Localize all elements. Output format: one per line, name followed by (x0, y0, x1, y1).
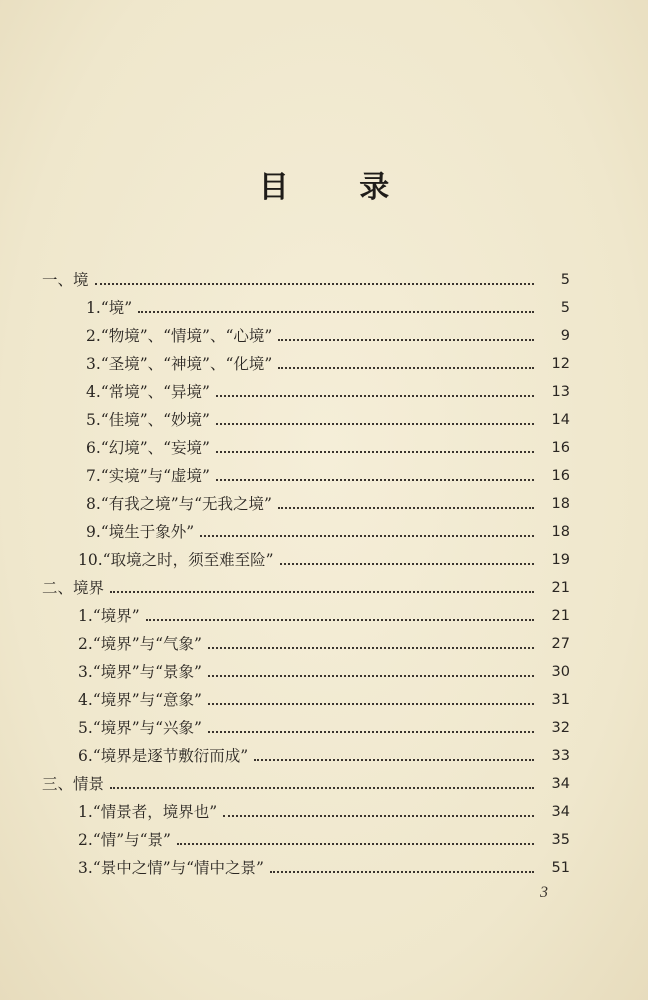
leader-dots (208, 731, 534, 733)
toc-page-number: 16 (551, 440, 570, 456)
toc-entry (78, 682, 570, 710)
toc-label: 6.“幻境”、“妄境” (86, 439, 210, 457)
toc-label: 3.“境界”与“景象” (78, 663, 202, 681)
toc-entry (78, 738, 570, 766)
toc-entry (78, 654, 570, 682)
toc-entry (86, 318, 570, 346)
toc-label: 1.“情景者，境界也” (78, 803, 218, 821)
toc-entry (78, 542, 570, 570)
toc-page-number: 51 (551, 860, 570, 876)
toc-entry (86, 514, 570, 542)
toc-section (42, 262, 570, 290)
toc-section (42, 570, 570, 598)
toc-page-number: 5 (560, 300, 570, 316)
toc-label: 10.“取境之时，须至难至险” (78, 551, 274, 569)
toc-page-number: 34 (551, 776, 570, 792)
leader-dots (138, 311, 534, 313)
toc-label: 2.“物境”、“情境”、“心境” (86, 327, 273, 345)
toc-page-number: 35 (551, 832, 570, 848)
toc-page-number: 33 (551, 748, 570, 764)
leader-dots (146, 619, 534, 621)
toc-entry (78, 850, 570, 878)
toc-page-number: 27 (551, 636, 570, 652)
toc-label: 6.“境界是逐节敷衍而成” (78, 747, 249, 765)
leader-dots (208, 647, 534, 649)
toc-entry (86, 346, 570, 374)
toc-page-number: 34 (551, 804, 570, 820)
toc-entry (86, 402, 570, 430)
toc-page-number: 21 (551, 580, 570, 596)
toc-page-number: 32 (551, 720, 570, 736)
toc-entry (78, 598, 570, 626)
toc-page-number: 31 (551, 692, 570, 708)
toc-label: 2.“境界”与“气象” (78, 635, 202, 653)
toc-label: 3.“景中之情”与“情中之景” (78, 859, 264, 877)
toc-page-number: 19 (551, 552, 570, 568)
toc-page-number: 18 (551, 496, 570, 512)
toc-entry (78, 626, 570, 654)
leader-dots (216, 395, 534, 397)
leader-dots (200, 535, 534, 537)
toc-entry (78, 822, 570, 850)
toc-entry (86, 458, 570, 486)
toc-page-number: 5 (560, 272, 570, 288)
toc-label: 9.“境生于象外” (86, 523, 195, 541)
leader-dots (110, 787, 534, 789)
page-number: 3 (540, 884, 548, 901)
toc-entry (86, 430, 570, 458)
toc-label: 7.“实境”与“虚境” (86, 467, 210, 485)
leader-dots (223, 815, 534, 817)
toc-label: 一、境 (42, 271, 89, 289)
page-title: 目 录 (258, 170, 420, 205)
toc-page-number: 13 (551, 384, 570, 400)
toc-page-number: 21 (551, 608, 570, 624)
toc-page-number: 14 (551, 412, 570, 428)
leader-dots (95, 283, 534, 285)
leader-dots (177, 843, 534, 845)
toc-page-number: 18 (551, 524, 570, 540)
toc-label: 4.“境界”与“意象” (78, 691, 202, 709)
leader-dots (278, 507, 534, 509)
toc-label: 三、情景 (42, 775, 105, 793)
toc-label: 5.“佳境”、“妙境” (86, 411, 210, 429)
leader-dots (254, 759, 534, 761)
toc-label: 4.“常境”、“异境” (86, 383, 210, 401)
toc-label: 2.“情”与“景” (78, 831, 171, 849)
toc-label: 8.“有我之境”与“无我之境” (86, 495, 272, 513)
toc-label: 1.“境” (86, 299, 133, 317)
toc-section (42, 766, 570, 794)
leader-dots (110, 591, 534, 593)
toc-entry (86, 290, 570, 318)
toc-label: 二、境界 (42, 579, 105, 597)
leader-dots (208, 703, 534, 705)
leader-dots (216, 479, 534, 481)
toc-label: 1.“境界” (78, 607, 140, 625)
leader-dots (208, 675, 534, 677)
leader-dots (278, 339, 534, 341)
toc-page-number: 30 (551, 664, 570, 680)
leader-dots (216, 451, 534, 453)
toc-label: 3.“圣境”、“神境”、“化境” (86, 355, 273, 373)
toc-entry (78, 794, 570, 822)
toc-page-number: 12 (551, 356, 570, 372)
toc-entry (86, 486, 570, 514)
toc-entry (86, 374, 570, 402)
leader-dots (278, 367, 534, 369)
toc-page-number: 9 (560, 328, 570, 344)
leader-dots (280, 563, 535, 565)
leader-dots (216, 423, 534, 425)
toc-entry (78, 710, 570, 738)
toc-label: 5.“境界”与“兴象” (78, 719, 202, 737)
leader-dots (270, 871, 534, 873)
toc-page-number: 16 (551, 468, 570, 484)
